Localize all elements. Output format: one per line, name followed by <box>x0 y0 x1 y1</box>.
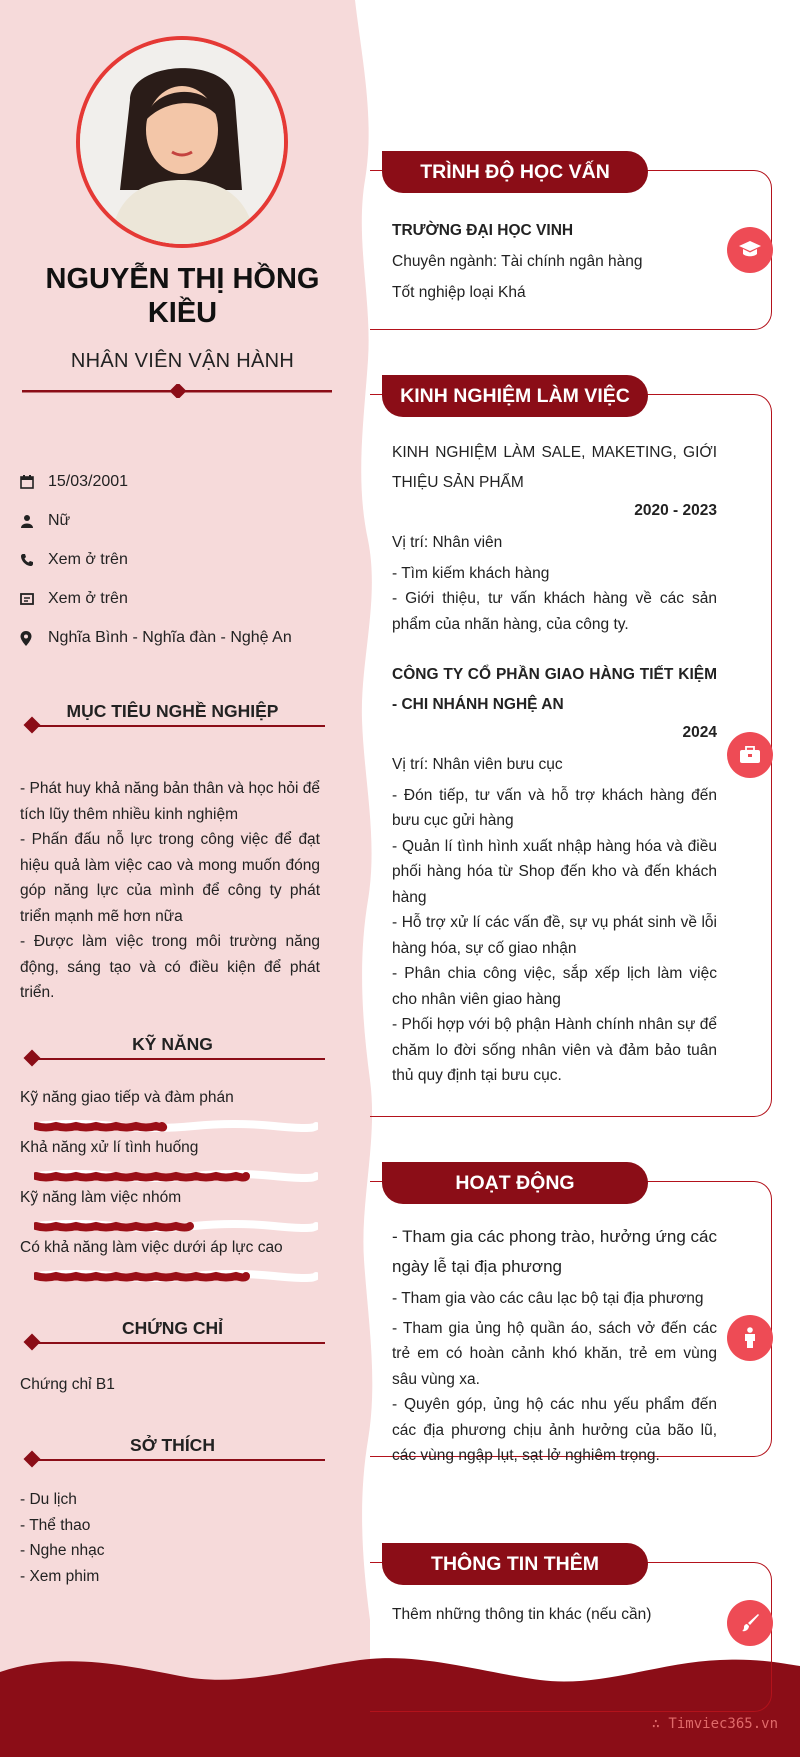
skills-heading <box>20 1034 325 1060</box>
hobbies-heading-label: SỞ THÍCH <box>130 1435 215 1455</box>
hobbies-list <box>20 1487 320 1589</box>
job-title: NHÂN VIÊN VẬN HÀNH <box>70 350 295 372</box>
activity-line: - Tham gia ủng hộ quần áo, sách vở đến các trẻ em có hoàn cảnh khó khăn, trẻ em vùng sâu vùng xa. <box>392 1319 717 1388</box>
extra-text: Thêm những thông tin khác (nếu cần) <box>392 1606 652 1623</box>
certificates-heading-label: CHỨNG CHỈ <box>121 1318 224 1338</box>
person-activity-icon <box>727 1315 773 1361</box>
objective-line: - Phấn đấu nỗ lực trong công việc để đạt hiệu quả làm việc cao và mong muốn đóng góp năng lực của mình để công ty phát triển mạnh mẽ hơn nữa <box>20 831 320 925</box>
objective-heading-line <box>34 725 325 727</box>
job-period: 2024 <box>682 724 717 741</box>
job-task: - Hỗ trợ xử lí các vấn đề, sự vụ phát sinh về lỗi hàng hóa, sự cố giao nhận <box>392 914 717 957</box>
job-details <box>392 530 717 637</box>
avatar <box>76 36 288 248</box>
location-pin-icon <box>20 629 48 647</box>
experience-heading: KINH NGHIỆM LÀM VIỆC <box>382 375 648 417</box>
objective-line: - Được làm việc trong môi trường năng động, sáng tạo và có điều kiện để phát triển. <box>20 933 320 1001</box>
contact-address <box>20 626 340 650</box>
certificate-text: Chứng chỉ B1 <box>20 1376 115 1393</box>
activities-content <box>392 1222 717 1469</box>
skills-heading-label: KỸ NĂNG <box>132 1034 213 1054</box>
job-company: CÔNG TY CỔ PHẦN GIAO HÀNG TIẾT KIỆM - CHI NHÁNH NGHỆ AN <box>392 666 717 713</box>
job-details <box>392 752 717 1089</box>
skill-bar <box>34 1269 318 1283</box>
name-divider <box>22 384 332 398</box>
phone-icon <box>20 551 48 569</box>
job-task: - Đón tiếp, tư vấn và hỗ trợ khách hàng đến bưu cục gửi hàng <box>392 786 717 829</box>
job-role: Vị trí: Nhân viên bưu cục <box>392 756 563 773</box>
contact-phone <box>20 548 340 572</box>
skill-bar <box>34 1219 318 1233</box>
job-company: KINH NGHIỆM LÀM SALE, MAKETING, GIỚI THIỆU SẢN PHẨM <box>392 444 717 491</box>
contact-gender <box>20 509 340 533</box>
certificates-heading <box>20 1318 325 1344</box>
contact-dob <box>20 470 340 494</box>
candidate-name: NGUYỄN THỊ HỒNG KIỀU <box>45 263 320 329</box>
job-task: - Phân chia công việc, sắp xếp lịch làm việc cho nhân viên giao hàng <box>392 965 717 1008</box>
extra-heading: THÔNG TIN THÊM <box>382 1543 648 1585</box>
job-task: - Phối hợp với bộ phận Hành chính nhân sự để chăm lo đời sống nhân viên và đảm bảo tuân thủ quy định tại bưu cục. <box>392 1016 717 1084</box>
skill-bar <box>34 1169 318 1183</box>
hobby-item: - Nghe nhạc <box>20 1542 105 1559</box>
skills-heading-line <box>34 1058 325 1060</box>
job-period: 2020 - 2023 <box>634 502 717 519</box>
objective-text <box>20 776 320 1006</box>
contact-dob-value: 15/03/2001 <box>48 473 129 490</box>
activities-heading: HOẠT ĐỘNG <box>382 1162 648 1204</box>
contact-gender-value: Nữ <box>48 512 71 529</box>
calendar-icon <box>20 473 48 491</box>
job-task: - Quản lí tình hình xuất nhập hàng hóa và điều phối hàng hóa từ Shop đến kho và đến khách hàng <box>392 837 717 906</box>
activity-line: - Tham gia các phong trào, hưởng ứng các ngày lễ tại địa phương <box>392 1227 717 1276</box>
objective-line: - Phát huy khả năng bản thân và học hỏi để tích lũy thêm nhiều kinh nghiệm <box>20 780 320 823</box>
hobbies-heading <box>20 1435 325 1461</box>
graduation-cap-icon <box>727 227 773 273</box>
activity-line: - Tham gia vào các câu lạc bộ tại địa phương <box>392 1290 704 1307</box>
education-grade: Tốt nghiệp loại Khá <box>392 284 526 301</box>
education-content <box>392 215 712 308</box>
hobby-item: - Thể thao <box>20 1516 91 1534</box>
job-task: - Giới thiệu, tư vấn khách hàng về các sản phẩm của nhãn hàng, của công ty. <box>392 590 717 633</box>
brand-watermark: ∴ Timviec365.vn <box>651 1716 778 1732</box>
hobby-item: - Du lịch <box>20 1491 77 1508</box>
education-heading: TRÌNH ĐỘ HỌC VẤN <box>382 151 648 193</box>
person-icon <box>20 512 48 530</box>
contact-email <box>20 587 340 611</box>
paint-brush-icon <box>727 1600 773 1646</box>
skill-bar <box>34 1119 318 1133</box>
job-task: - Tìm kiếm khách hàng <box>392 564 550 582</box>
briefcase-icon <box>727 732 773 778</box>
skill-label: Khả năng xử lí tình huống <box>20 1139 199 1156</box>
job-role: Vị trí: Nhân viên <box>392 534 503 551</box>
hobby-item: - Xem phim <box>20 1567 100 1585</box>
objective-heading-label: MỤC TIÊU NGHỀ NGHIỆP <box>66 701 279 721</box>
objective-heading <box>20 701 325 727</box>
portrait-image <box>80 40 284 244</box>
skill-label: Kỹ năng làm việc nhóm <box>20 1189 182 1206</box>
contact-address-value: Nghĩa Bình - Nghĩa đàn - Nghệ An <box>48 629 292 646</box>
education-major: Chuyên ngành: Tài chính ngân hàng <box>392 253 643 270</box>
contact-email-value: Xem ở trên <box>48 590 128 607</box>
skill-label: Có khả năng làm việc dưới áp lực cao <box>20 1239 283 1256</box>
contact-phone-value: Xem ở trên <box>48 551 128 568</box>
email-icon <box>20 590 48 608</box>
activity-line: - Quyên góp, ủng hộ các nhu yếu phẩm đến các địa phương chịu ảnh hưởng của bão lũ, các vùng ngập lụt, sạt lở nghiêm trọng. <box>392 1396 717 1464</box>
skill-label: Kỹ năng giao tiếp và đàm phán <box>20 1089 234 1106</box>
hobbies-heading-line <box>34 1459 325 1461</box>
school-name: TRƯỜNG ĐẠI HỌC VINH <box>392 222 574 239</box>
certificates-heading-line <box>34 1342 325 1344</box>
